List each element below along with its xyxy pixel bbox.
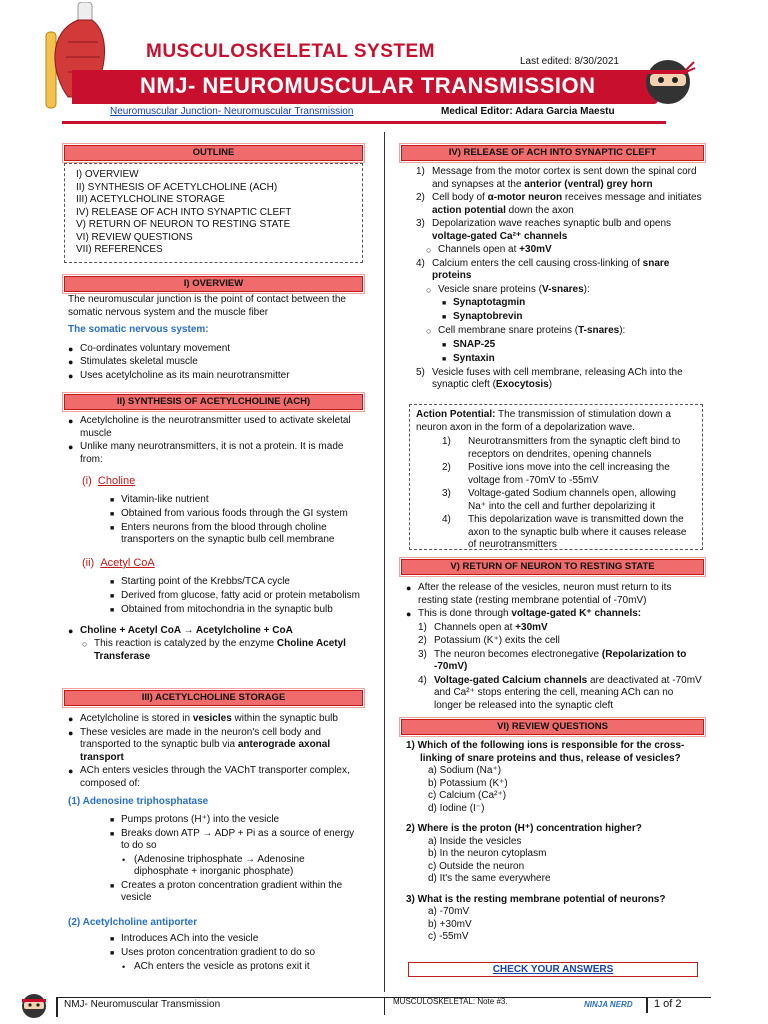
- outline-item[interactable]: II) SYNTHESIS OF ACETYLCHOLINE (ACH): [76, 181, 278, 193]
- outline-item[interactable]: V) RETURN OF NEURON TO RESTING STATE: [76, 219, 291, 230]
- outline-heading: OUTLINE: [64, 145, 363, 161]
- medical-editor: Medical Editor: Adara Garcia Maestu: [441, 106, 615, 117]
- answer-option[interactable]: c) Calcium (Ca²⁺): [428, 790, 507, 801]
- resting-section: [406, 581, 702, 713]
- list-item: ○ Cell membrane snare proteins (T-snares):: [426, 325, 626, 336]
- outline-item[interactable]: IV) RELEASE OF ACH INTO SYNAPTIC CLEFT: [76, 206, 292, 218]
- list-item: 4) Voltage-gated Calcium channels are deactivated at -70mV and Ca²⁺ stops entering the cell, meaning ACh can no longer be released into the synaptic cleft: [418, 674, 702, 711]
- release-section: [416, 165, 704, 393]
- answer-option[interactable]: d) It's the same everywhere: [428, 873, 551, 884]
- acetyl-coa-heading: (ii) Acetyl CoA: [82, 556, 155, 569]
- footer-mid-bar: [384, 997, 385, 1015]
- list-item: ■ Synaptobrevin: [442, 311, 523, 322]
- ninja-nerd-logo: NINJA NERD: [584, 1000, 633, 1009]
- list-item: 2) Cell body of α-motor neuron receives message and initiates action potential down the axon: [416, 192, 702, 216]
- ninja-icon: [640, 54, 696, 106]
- question-3: 3) What is the resting membrane potential of neurons?: [406, 893, 666, 905]
- storage-heading: III) ACETYLCHOLINE STORAGE: [64, 690, 363, 706]
- action-potential-box: Action Potential: The transmission of stimulation down a neuron axon in the form of a depolarization wave. 1) Neurotransmitters from the synaptic cleft bind to receptors on dendrites, opening channels 2) Positive ions move into the cell increasing the voltage from -70mV to -55mV 3) Voltage-gated Sodium channels open, allowing Na⁺ into the cell and further depolarizing it 4) This depolarization wave is transmitted down the axon to the synaptic bulb where it causes release of neurotransmitters: [409, 404, 703, 550]
- answer-option[interactable]: d) Iodine (I⁻): [428, 802, 485, 814]
- list-item: ● Uses acetylcholine as its main neurotransmitter: [68, 369, 290, 381]
- last-edited: Last edited: 8/30/2021: [520, 56, 619, 67]
- choline-heading: (i) Choline: [82, 475, 136, 487]
- page-number: 1 of 2: [654, 998, 682, 1010]
- header-rule: [62, 121, 666, 124]
- list-item: ○ Channels open at +30mV: [426, 244, 552, 255]
- footer-title: NMJ- Neuromuscular Transmission: [64, 999, 221, 1010]
- list-item: ■ Obtained from mitochondria in the synaptic bulb: [110, 603, 333, 615]
- overview-heading: I) OVERVIEW: [64, 276, 363, 292]
- footer-page-bar: [646, 997, 648, 1013]
- question-2: 2) Where is the proton (H⁺) concentration higher?: [406, 823, 642, 834]
- list-item: ○ Vesicle snare proteins (V-snares):: [426, 283, 590, 295]
- outline-item[interactable]: III) ACETYLCHOLINE STORAGE: [76, 194, 225, 205]
- list-item: ■ Derived from glucose, fatty acid or protein metabolism: [110, 589, 360, 601]
- answer-option[interactable]: b) Potassium (K⁺): [428, 777, 508, 789]
- footer-left-bar: [56, 997, 58, 1017]
- list-item: ● This is done through voltage-gated K⁺ channels:: [406, 608, 642, 619]
- synthesis-heading: II) SYNTHESIS OF ACETYLCHOLINE (ACH): [64, 394, 363, 410]
- list-item: ○ This reaction is catalyzed by the enzyme Choline Acetyl Transferase: [82, 638, 346, 662]
- list-item: ■ Introduces ACh into the vesicle: [110, 933, 259, 944]
- list-item: 5) Vesicle fuses with cell membrane, releasing ACh into the synaptic cleft (Exocytosis): [416, 366, 683, 390]
- outline-item[interactable]: VI) REVIEW QUESTIONS: [76, 231, 193, 243]
- check-answers-button[interactable]: CHECK YOUR ANSWERS: [408, 962, 698, 977]
- antiporter-heading: (2) Acetylcholine antiporter: [68, 916, 198, 928]
- release-heading: IV) RELEASE OF ACH INTO SYNAPTIC CLEFT: [401, 145, 704, 161]
- list-item: ■ Uses proton concentration gradient to do so: [110, 947, 316, 958]
- reaction-equation: ● Choline + Acetyl CoA → Acetylcholine + CoA: [68, 624, 293, 636]
- storage-section: [68, 712, 360, 975]
- page-title: NMJ- NEUROMUSCULAR TRANSMISSION: [140, 73, 596, 98]
- answer-option[interactable]: c) -55mV: [428, 931, 469, 942]
- list-item: 4) Calcium enters the cell causing cross-linking of snare proteins: [416, 257, 670, 281]
- answer-option[interactable]: b) In the neuron cytoplasm: [428, 848, 547, 859]
- list-item: ■ Starting point of the Krebbs/TCA cycle: [110, 575, 290, 587]
- list-item: 2) Positive ions move into the cell increasing the voltage from -70mV to -55mV: [442, 462, 670, 486]
- footer-ninja-icon: [14, 990, 54, 1020]
- list-item: 4) This depolarization wave is transmitted down the axon to the synaptic bulb where it causes release of neurotransmitters: [442, 514, 687, 550]
- outline-item[interactable]: I) OVERVIEW: [76, 169, 139, 180]
- list-item: 1) Message from the motor cortex is sent down the spinal cord and synapses at the anterior (ventral) grey horn: [416, 166, 697, 190]
- list-item: ■ Syntaxin: [442, 352, 495, 364]
- list-item: ● After the release of the vesicles, neuron must return to its resting state (resting membrane potential of -70mV): [406, 582, 672, 606]
- list-item: 1) Channels open at +30mV: [418, 621, 548, 633]
- list-item: ● Unlike many neurotransmitters, it is not a protein. It is made from:: [68, 441, 344, 465]
- answer-option[interactable]: b) +30mV: [428, 918, 472, 930]
- resting-heading: V) RETURN OF NEURON TO RESTING STATE: [401, 559, 704, 575]
- list-item: 3) Depolarization wave reaches synaptic bulb and opens voltage-gated Ca²⁺ channels: [416, 218, 672, 242]
- footer-note: MUSCULOSKELETAL: Note #3.: [393, 997, 508, 1006]
- answer-option[interactable]: a) Inside the vesicles: [428, 835, 522, 847]
- list-item: ■ Enters neurons from the blood through choline transporters on the synaptic bulb cell membrane: [110, 521, 335, 546]
- list-item: ● Acetylcholine is stored in vesicles within the synaptic bulb: [68, 713, 338, 724]
- outline-item[interactable]: VII) REFERENCES: [76, 244, 163, 255]
- review-section: [406, 740, 702, 944]
- list-item: ● Stimulates skeletal muscle: [68, 356, 198, 367]
- category-title: MUSCULOSKELETAL SYSTEM: [146, 41, 435, 62]
- outline-box: [64, 163, 363, 263]
- list-item: ● Acetylcholine is the neurotransmitter used to activate skeletal muscle: [68, 415, 351, 439]
- list-item: • ACh enters the vesicle as protons exit it: [122, 961, 310, 972]
- list-item: ● These vesicles are made in the neuron's cell body and transported to the synaptic bulb via anterograde axonal transport: [68, 726, 331, 763]
- list-item: ■ Breaks down ATP → ADP + Pi as a source of energy to do so: [110, 827, 355, 851]
- list-item: 1) Neurotransmitters from the synaptic cleft bind to receptors on dendrites, opening channels: [442, 436, 681, 460]
- list-item: ■ Pumps protons (H⁺) into the vesicle: [110, 813, 280, 825]
- list-item: 3) The neuron becomes electronegative (Repolarization to -70mV): [418, 648, 687, 672]
- overview-intro: The neuromuscular junction is the point of contact between the somatic nervous system and the muscle fiber: [68, 294, 346, 318]
- list-item: ■ Synaptotagmin: [442, 297, 526, 308]
- answer-option[interactable]: a) Sodium (Na⁺): [428, 765, 502, 776]
- list-item: 2) Potassium (K⁺) exits the cell: [418, 635, 560, 646]
- list-item: ■ Vitamin-like nutrient: [110, 493, 209, 505]
- synthesis-section: [68, 414, 360, 664]
- list-item: ● Co-ordinates voluntary movement: [68, 342, 231, 354]
- question-1: 1) Which of the following ions is responsible for the cross-linking of snare proteins and thus, release of vesicles?: [406, 740, 685, 764]
- column-divider: [384, 132, 385, 992]
- list-item: ● ACh enters vesicles through the VAChT transporter complex, composed of:: [68, 765, 350, 789]
- atpase-heading: (1) Adenosine triphosphatase: [68, 796, 209, 807]
- review-heading: VI) REVIEW QUESTIONS: [401, 719, 704, 735]
- list-item: ■ SNAP-25: [442, 338, 496, 350]
- list-item: 3) Voltage-gated Sodium channels open, allowing Na⁺ into the cell and further depolarizing it: [442, 488, 676, 512]
- list-item: ■ Creates a proton concentration gradient within the vesicle: [110, 879, 343, 903]
- list-item: • (Adenosine triphosphate → Adenosine diphosphate + inorganic phosphate): [122, 853, 305, 877]
- answer-option[interactable]: c) Outside the neuron: [428, 860, 525, 872]
- title-link[interactable]: Neuromuscular Junction- Neuromuscular Transmission: [110, 106, 354, 117]
- somatic-subheading: The somatic nervous system:: [68, 324, 209, 335]
- list-item: ■ Obtained from various foods through the GI system: [110, 507, 348, 519]
- answer-option[interactable]: a) -70mV: [428, 906, 470, 917]
- overview-section: [68, 294, 360, 383]
